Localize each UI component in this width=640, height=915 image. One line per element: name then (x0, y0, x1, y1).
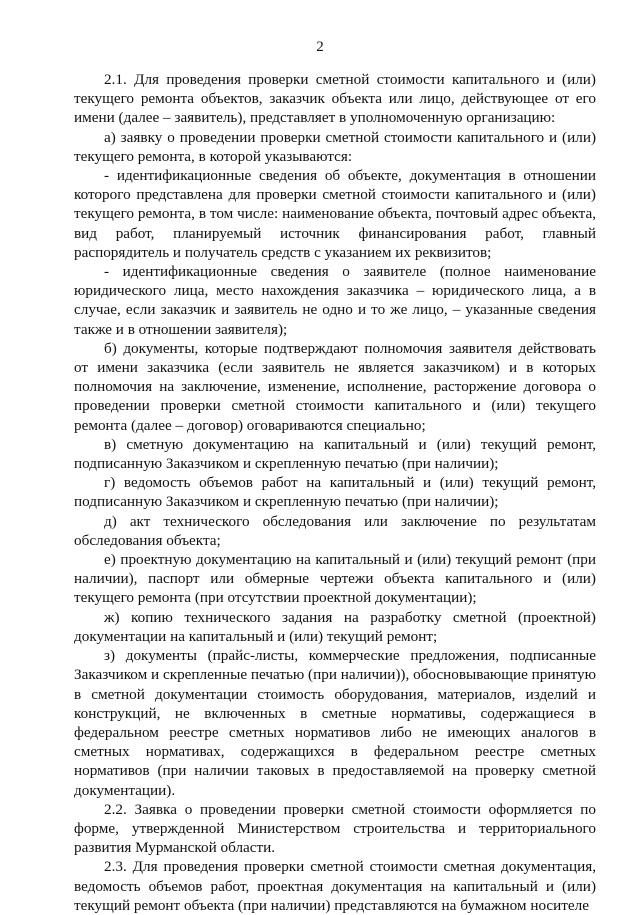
paragraph-item-d: д) акт технического обследования или заключение по результатам обследования объекта; (74, 512, 596, 549)
paragraph-2-3: 2.3. Для проведения проверки сметной стоимости сметная документация, ведомость объемов работ, проектная документация на капитальный и (или) текущий ремонт объекта (при наличии) представляются на бумажном носителе (74, 858, 596, 914)
document-body (74, 70, 596, 915)
paragraph-item-b: б) документы, которые подтверждают полномочия заявителя действовать от имени заказчика (если заявитель не является заказчиком) и в которых полномочия на заключение, изменение, исполнение, расторжение договора о проведении проверки сметной стоимости капитального и (или) текущего ремонта (далее – договор) оговариваются специально; (74, 339, 596, 434)
paragraph-item-z: з) документы (прайс-листы, коммерческие предложения, подписанные Заказчиком и скрепленные печатью (при наличии)), обосновывающие принятую в сметной документации стоимость оборудования, материалов, изделий и конструкций, не включенных в сметные нормативы, содержащиеся в федеральном реестре сметных нормативов либо не имеющих аналогов в сметных нормативах, содержащихся в федеральном реестре сметных нормативов (при наличии таковых в предоставляемой на проверку сметной документации). (74, 647, 596, 799)
paragraph-item-e: е) проектную документацию на капитальный и (или) текущий ремонт (при наличии), паспорт или обмерные чертежи объекта капитального и (или) текущего ремонта (при отсутствии проектной документации); (74, 551, 596, 607)
paragraph-object-info: - идентификационные сведения об объекте, документация в отношении которого представлена для проверки сметной стоимости капитального и (или) текущего ремонта, в том числе: наименование объекта, почтовый адрес объекта, вид работ, планируемый источник финансирования работ, главный распорядитель и получатель средств с указанием их реквизитов; (74, 167, 596, 261)
page-number: 2 (316, 39, 324, 55)
paragraph-item-g: г) ведомость объемов работ на капитальный и (или) текущий ремонт, подписанную Заказчиком и скрепленную печатью (при наличии); (74, 474, 596, 511)
paragraph-item-zh: ж) копию технического задания на разработку сметной (проектной) документации на капитальный и (или) текущий ремонт; (74, 608, 596, 645)
paragraph-2-1: 2.1. Для проведения проверки сметной стоимости капитального и (или) текущего ремонта объектов, заказчик объекта или лицо, действующее от его имени (далее – заявитель), представляет в уполномоченную организацию: (74, 71, 596, 127)
paragraph-item-a: а) заявку о проведении проверки сметной стоимости капитального и (или) текущего ремонта, в которой указываются: (74, 128, 596, 165)
paragraph-item-v: в) сметную документацию на капитальный и (или) текущий ремонт, подписанную Заказчиком и скрепленную печатью (при наличии); (74, 435, 596, 473)
paragraph-applicant-info: - идентификационные сведения о заявителе (полное наименование юридического лица, место нахождения заказчика – юридического лица, а в случае, если заказчик и заявитель не одно и то же лицо, – указанные сведения также и в отношении заявителя); (74, 263, 596, 338)
paragraph-2-2: 2.2. Заявка о проведении проверки сметной стоимости оформляется по форме, утвержденной Министерством строительства и территориального развития Мурманской области. (74, 800, 596, 857)
